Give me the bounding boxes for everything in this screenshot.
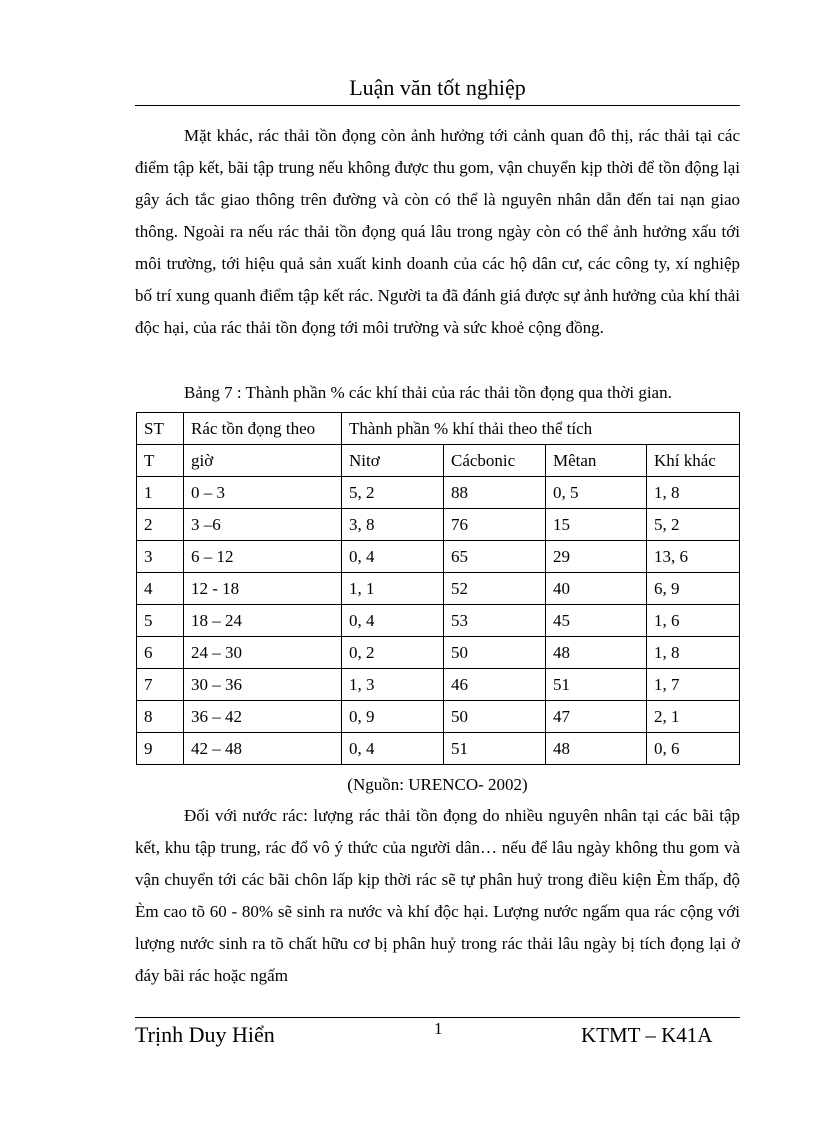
cell-nito: 0, 4	[342, 733, 444, 765]
cell-stt: 6	[137, 637, 184, 669]
cell-nito: 1, 1	[342, 573, 444, 605]
table-header-row-2	[137, 445, 740, 477]
cell-stt: 9	[137, 733, 184, 765]
cell-time: 12 - 18	[184, 573, 342, 605]
table-row	[137, 509, 740, 541]
cell-cacbonic: 50	[444, 701, 546, 733]
footer-class-code: KTMT – K41A	[581, 1023, 713, 1047]
paragraph-1: Mặt khác, rác thải tồn đọng còn ảnh hưởng tới cảnh quan đô thị, rác thải tại các điểm tập kết, bãi tập trung nếu không được thu gom, vận chuyển kịp thời để tồn động lại gây ách tắc giao thông trên đường và còn có thể là nguyên nhân dẫn đến tai nạn giao thông. Ngoài ra nếu rác thải tồn đọng quá lâu trong ngày còn có thể ảnh hưởng xấu tới môi trường, tới hiệu quả sản xuất kinh doanh của các hộ dân cư, các công ty, xí nghiệp bố trí xung quanh điểm tập kết rác. Người ta đã đánh giá được sự ảnh hưởng của khí thải độc hại, của rác thải tồn đọng tới môi trường và sức khoẻ cộng đồng.	[135, 126, 740, 337]
cell-stt: 3	[137, 541, 184, 573]
table-caption: Bảng 7 : Thành phần % các khí thải của rác thải tồn đọng qua thời gian.	[184, 383, 672, 402]
cell-metan: 47	[546, 701, 647, 733]
cell-stt: 8	[137, 701, 184, 733]
footer-author: Trịnh Duy Hiển	[135, 1022, 275, 1047]
cell-time: 24 – 30	[184, 637, 342, 669]
header-time-top: Rác tồn đọng theo	[184, 413, 342, 445]
header-stt-top: ST	[137, 413, 184, 445]
gas-composition-table	[136, 412, 740, 765]
cell-khi-khac: 2, 1	[647, 701, 740, 733]
cell-khi-khac: 13, 6	[647, 541, 740, 573]
table-row	[137, 541, 740, 573]
cell-cacbonic: 50	[444, 637, 546, 669]
header-metan: Mêtan	[546, 445, 647, 477]
cell-time: 18 – 24	[184, 605, 342, 637]
table-row	[137, 733, 740, 765]
header-stt-bottom: T	[137, 445, 184, 477]
header-cacbonic: Cácbonic	[444, 445, 546, 477]
cell-cacbonic: 52	[444, 573, 546, 605]
table-row	[137, 637, 740, 669]
cell-time: 0 – 3	[184, 477, 342, 509]
cell-cacbonic: 53	[444, 605, 546, 637]
header-nito: Nitơ	[342, 445, 444, 477]
table-source: (Nguồn: URENCO- 2002)	[347, 775, 528, 794]
table-row	[137, 477, 740, 509]
cell-nito: 5, 2	[342, 477, 444, 509]
table-row	[137, 701, 740, 733]
header-composition-group: Thành phần % khí thải theo thể tích	[342, 413, 740, 445]
cell-khi-khac: 1, 8	[647, 477, 740, 509]
cell-stt: 1	[137, 477, 184, 509]
table-body	[137, 477, 740, 765]
cell-nito: 0, 4	[342, 541, 444, 573]
cell-metan: 15	[546, 509, 647, 541]
cell-khi-khac: 1, 7	[647, 669, 740, 701]
cell-khi-khac: 1, 6	[647, 605, 740, 637]
footer-page-number: 1	[434, 1019, 443, 1038]
header-time-bottom: giờ	[184, 445, 342, 477]
cell-time: 30 – 36	[184, 669, 342, 701]
cell-khi-khac: 1, 8	[647, 637, 740, 669]
header-rule	[135, 105, 740, 106]
cell-metan: 29	[546, 541, 647, 573]
cell-time: 3 –6	[184, 509, 342, 541]
cell-khi-khac: 5, 2	[647, 509, 740, 541]
cell-nito: 3, 8	[342, 509, 444, 541]
table-row	[137, 573, 740, 605]
cell-cacbonic: 46	[444, 669, 546, 701]
table-row	[137, 669, 740, 701]
cell-stt: 4	[137, 573, 184, 605]
cell-nito: 0, 4	[342, 605, 444, 637]
cell-metan: 48	[546, 637, 647, 669]
cell-nito: 0, 9	[342, 701, 444, 733]
cell-metan: 40	[546, 573, 647, 605]
cell-metan: 48	[546, 733, 647, 765]
cell-time: 6 – 12	[184, 541, 342, 573]
cell-cacbonic: 76	[444, 509, 546, 541]
header-khi-khac: Khí khác	[647, 445, 740, 477]
cell-nito: 0, 2	[342, 637, 444, 669]
cell-stt: 2	[137, 509, 184, 541]
cell-khi-khac: 0, 6	[647, 733, 740, 765]
cell-time: 42 – 48	[184, 733, 342, 765]
cell-cacbonic: 51	[444, 733, 546, 765]
table-row	[137, 605, 740, 637]
cell-metan: 0, 5	[546, 477, 647, 509]
cell-stt: 5	[137, 605, 184, 637]
cell-cacbonic: 88	[444, 477, 546, 509]
cell-metan: 51	[546, 669, 647, 701]
cell-metan: 45	[546, 605, 647, 637]
paragraph-2: Đối với nước rác: lượng rác thải tồn đọng do nhiều nguyên nhân tại các bãi tập kết, khu tập trung, rác đổ vô ý thức của người dân… nếu để lâu ngày không thu gom và vận chuyển tới các bãi chôn lấp kịp thời rác sẽ tự phân huỷ trong điều kiện Èm thấp, độ Èm cao tõ 60 - 80% sẽ sinh ra nước và khí độc hại. Lượng nước ngấm qua rác cộng với lượng nước sinh ra tõ chất hữu cơ bị phân huỷ trong rác thải lâu ngày bị tích đọng lại ở đáy bãi rác hoặc ngấm	[135, 806, 740, 985]
cell-cacbonic: 65	[444, 541, 546, 573]
page-header-title: Luận văn tốt nghiệp	[349, 75, 526, 100]
cell-khi-khac: 6, 9	[647, 573, 740, 605]
table-header-row-1	[137, 413, 740, 445]
cell-nito: 1, 3	[342, 669, 444, 701]
cell-time: 36 – 42	[184, 701, 342, 733]
cell-stt: 7	[137, 669, 184, 701]
